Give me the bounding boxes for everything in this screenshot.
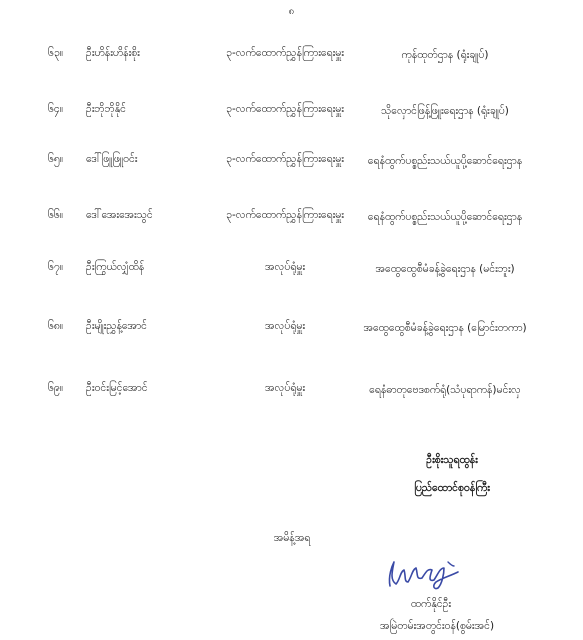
- list-item: [0, 320, 583, 338]
- item-number: ၆၉။: [48, 382, 63, 394]
- person-department: အထွေထွေစီမံခန့်ခွဲရေးဌာန (မြောင်းတကာ): [363, 322, 527, 334]
- official-title: အမြဲတမ်းအတွင်းဝန်(စွမ်းအင်): [379, 620, 495, 632]
- list-item: [0, 261, 583, 279]
- person-name: ဒေါ်ဖြူဖြူဝင်း: [86, 153, 138, 165]
- person-department: ရေနံထွက်ပစ္စည်းသယ်ယူပို့ဆောင်ရေးဌာန: [367, 155, 523, 167]
- signature-image: [378, 556, 468, 592]
- signer-name: ဦးစိုးသူရထွန်း: [426, 454, 478, 466]
- item-number: ၆၇။: [48, 261, 63, 273]
- order-label: အမိန့်အရ: [273, 532, 311, 544]
- list-item: [0, 103, 583, 121]
- person-department: ကုန်ထုတ်ဌာန (ရုံးချုပ်): [401, 49, 489, 61]
- signer-title: ပြည်ထောင်စုဝန်ကြီး: [414, 482, 490, 494]
- person-name: ဦးဟိန်းဟိန်းစိုး: [86, 47, 140, 59]
- person-name: ဦးဘိုဘိုနိုင်: [86, 103, 126, 115]
- person-name: ဦးကြွယ်လျှံထိန်: [86, 261, 145, 273]
- list-item: [0, 382, 583, 400]
- person-department: အထွေထွေစီမံခန့်ခွဲရေးဌာန (မင်းဘူး): [375, 263, 515, 275]
- person-rank: ၃-လက်ထောက်ညွှန်ကြားရေးမှူး: [226, 47, 344, 59]
- person-rank: အလုပ်ရုံမှူး: [264, 382, 306, 394]
- item-number: ၆၄။: [48, 103, 63, 115]
- official-name: ထက်နိုင်ဦး: [410, 598, 452, 610]
- list-item: [0, 153, 583, 171]
- item-number: ၆၈။: [48, 320, 64, 332]
- person-department: ရေနံဓာတုဗေဒစက်ရုံ(သံပုရာကန်)မင်းလှ: [369, 384, 521, 396]
- item-number: ၆၅။: [48, 153, 63, 165]
- list-item: [0, 47, 583, 65]
- person-department: ရေနံထွက်ပစ္စည်းသယ်ယူပို့ဆောင်ရေးဌာန: [367, 211, 523, 223]
- person-rank: အလုပ်ရုံမှူး: [264, 320, 306, 332]
- page-number: ၈: [288, 6, 295, 17]
- person-rank: အလုပ်ရုံမှူး: [264, 261, 306, 273]
- person-name: ဒေါ်အေးအေးသွင်: [86, 209, 153, 221]
- list-item: [0, 209, 583, 227]
- person-rank: ၃-လက်ထောက်ညွှန်ကြားရေးမှူး: [226, 103, 344, 115]
- person-department: သိုလှောင်ဖြန့်ဖြူးရေးဌာန (ရုံးချုပ်): [381, 105, 509, 117]
- person-rank: ၃-လက်ထောက်ညွှန်ကြားရေးမှူး: [226, 209, 344, 221]
- person-rank: ၃-လက်ထောက်ညွှန်ကြားရေးမှူး: [226, 153, 344, 165]
- person-name: ဦးမျိုးညွှန့်အောင်: [86, 320, 147, 332]
- item-number: ၆၆။: [48, 209, 63, 221]
- item-number: ၆၃။: [48, 47, 63, 59]
- person-name: ဦးဝင်းမြင့်အောင်: [86, 382, 148, 394]
